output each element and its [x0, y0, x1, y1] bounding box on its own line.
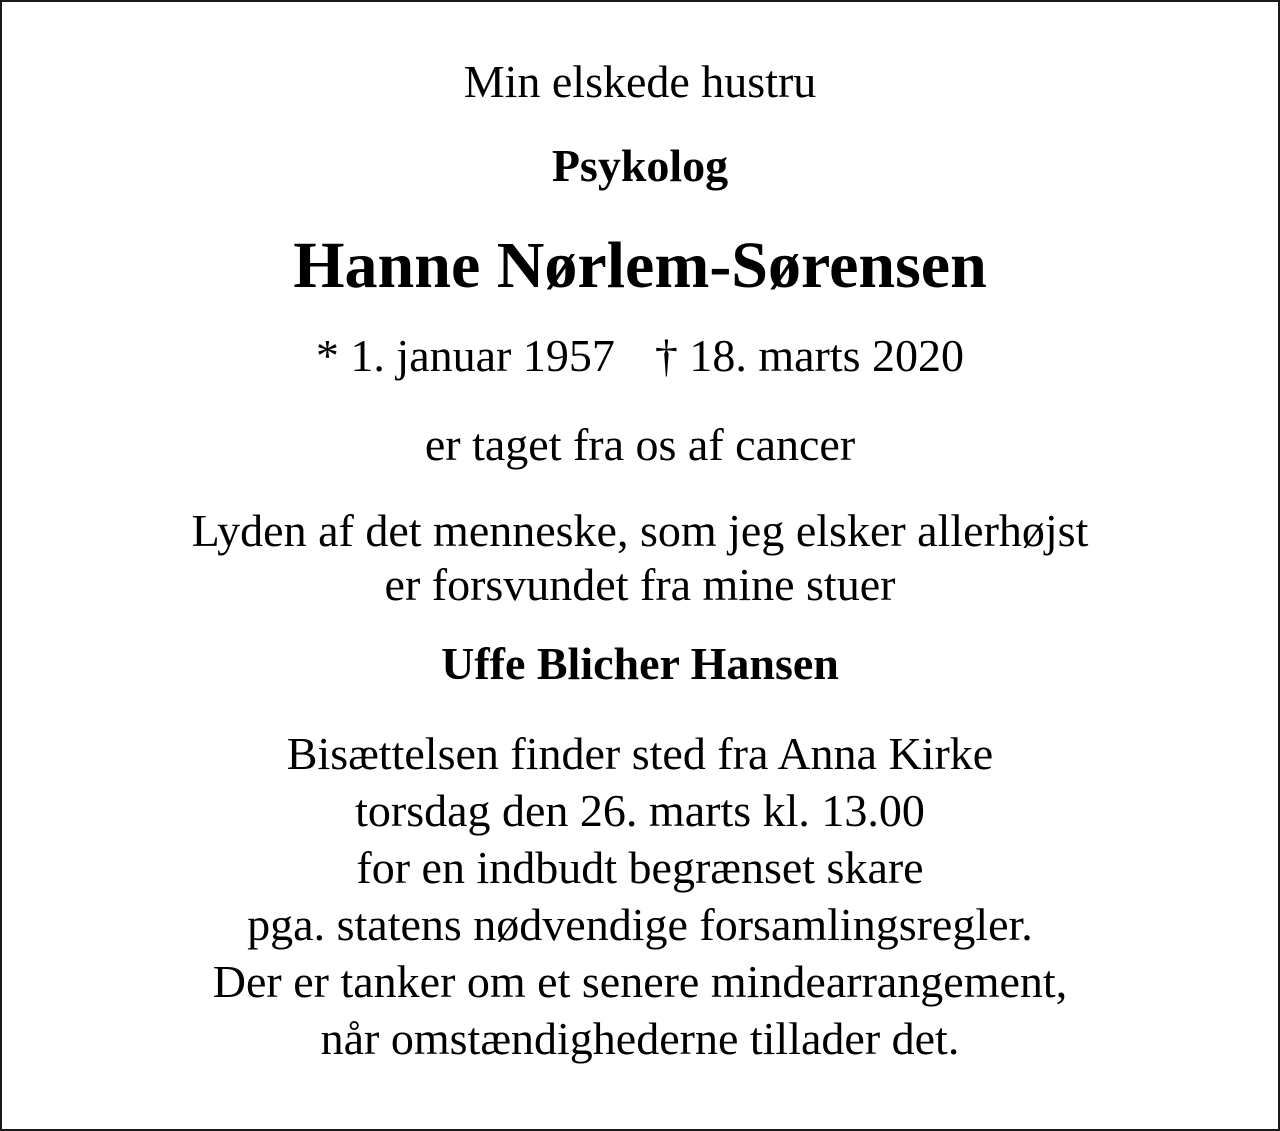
- born-date: 1. januar 1957: [350, 330, 615, 381]
- funeral-line: pga. statens nødvendige forsamlingsregler.: [247, 899, 1033, 950]
- memorial-verse: [2, 504, 1278, 612]
- verse-line: Lyden af det menneske, som jeg elsker allerhøjst: [191, 505, 1089, 556]
- died-date: 18. marts 2020: [689, 330, 965, 381]
- cause-text: er taget fra os af cancer: [424, 419, 856, 470]
- funeral-line: for en indbudt begrænset skare: [356, 842, 924, 893]
- signature: Uffe Blicher Hansen: [441, 638, 839, 689]
- born-symbol: *: [315, 330, 339, 381]
- verse-line: er forsvundet fra mine stuer: [384, 559, 896, 610]
- cross-icon: †: [654, 330, 678, 381]
- intro-text: Min elskede hustru: [463, 56, 817, 107]
- funeral-line: torsdag den 26. marts kl. 13.00: [355, 785, 925, 836]
- funeral-line: Der er tanker om et senere mindearrangement,: [212, 956, 1068, 1007]
- funeral-details: [2, 725, 1278, 1067]
- funeral-line: når omstændighederne tillader det.: [320, 1013, 960, 1064]
- profession-title: Psykolog: [551, 140, 729, 191]
- deceased-name: Hanne Nørlem-Sørensen: [293, 229, 987, 302]
- life-dates: [2, 330, 1278, 383]
- funeral-line: Bisættelsen finder sted fra Anna Kirke: [286, 728, 994, 779]
